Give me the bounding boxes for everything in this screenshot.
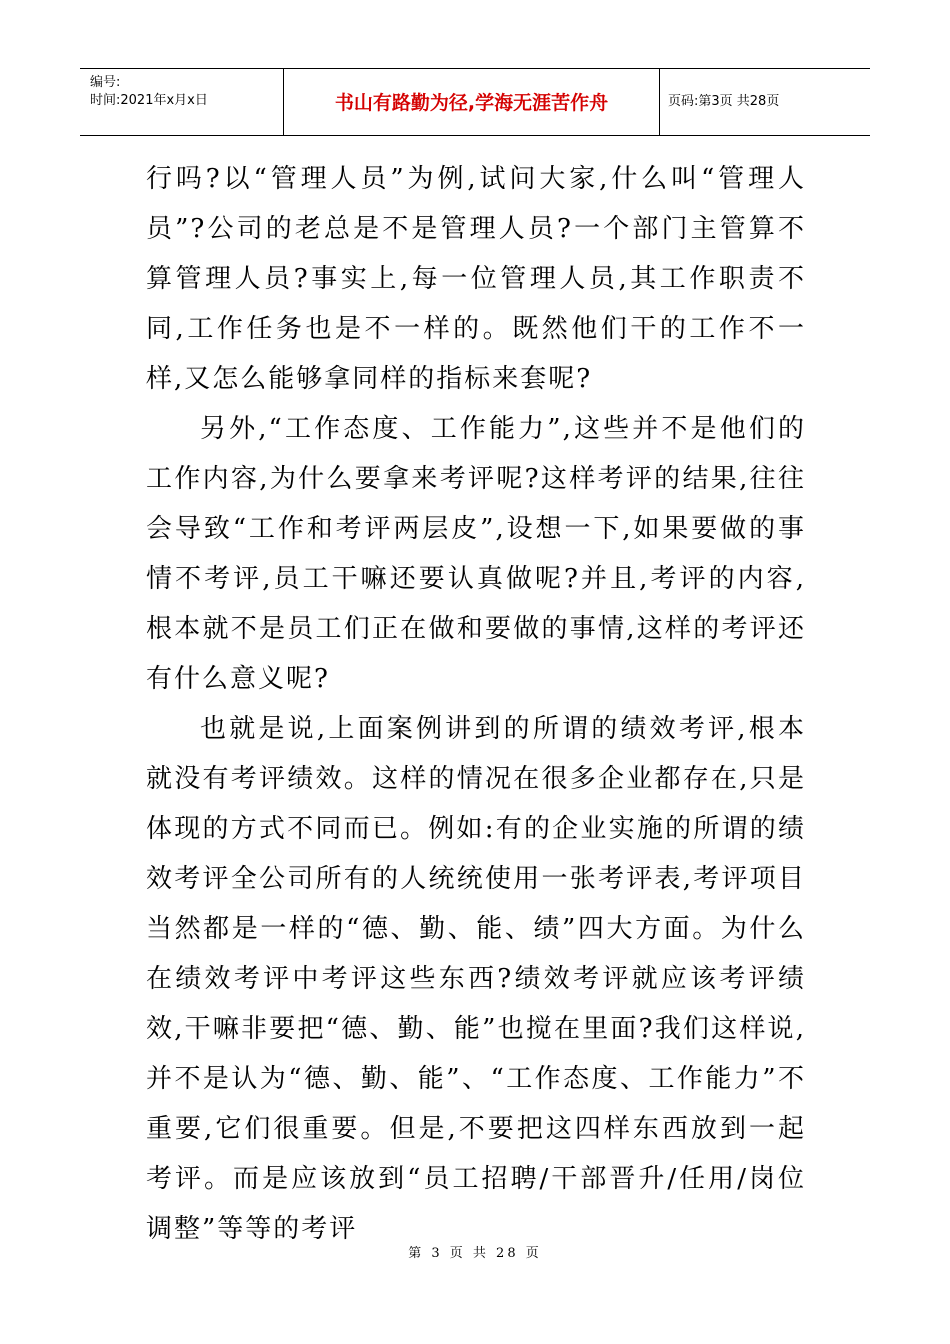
paragraph: 另外,“工作态度、工作能力”,这些并不是他们的工作内容,为什么要拿来考评呢?这样考评的结果,往往会导致“工作和考评两层皮”,设想一下,如果要做的事情不考评,员工干嘛还要认真做呢?并且,考评的内容,根本就不是员工们正在做和要做的事情,这样的考评还有什么意义呢? [146, 414, 806, 694]
paragraph-continued: 行吗?以“管理人员”为例,试问大家,什么叫“管理人员”?公司的老总是不是管理人员?一个部门主管算不算管理人员?事实上,每一位管理人员,其工作职责不同,工作任务也是不一样的。既然他们干的工作不一样,又怎么能够拿同样的指标来套呢? [146, 164, 806, 394]
time-label: 时间:2021年x月x日 [90, 93, 208, 108]
page-footer: 第 3 页 共 28 页 [408, 1246, 542, 1261]
motto-text: 书山有路勤为径,学海无涯苦作舟 [334, 92, 609, 114]
page-info: 页码:第3页 共28页 [668, 94, 780, 109]
paragraph: 也就是说,上面案例讲到的所谓的绩效考评,根本就没有考评绩效。这样的情况在很多企业都存在,只是体现的方式不同而已。例如:有的企业实施的所谓的绩效考评全公司所有的人统统使用一张考评表,考评项目当然都是一样的“德、勤、能、绩”四大方面。为什么在绩效考评中考评这些东西?绩效考评就应该考评绩效,干嘛非要把“德、勤、能”也搅在里面?我们这样说,并不是认为“德、勤、能”、“工作态度、工作能力”不重要,它们很重要。但是,不要把这四样东西放到一起考评。而是应该放到“员工招聘/干部晋升/任用/岗位调整”等等的考评 [146, 714, 806, 1244]
header-meta-cell [80, 69, 283, 135]
document-header [80, 68, 870, 136]
number-label: 编号: [90, 75, 121, 90]
header-motto-cell [283, 69, 660, 135]
header-page-cell [660, 69, 870, 135]
document-body [146, 154, 806, 1254]
